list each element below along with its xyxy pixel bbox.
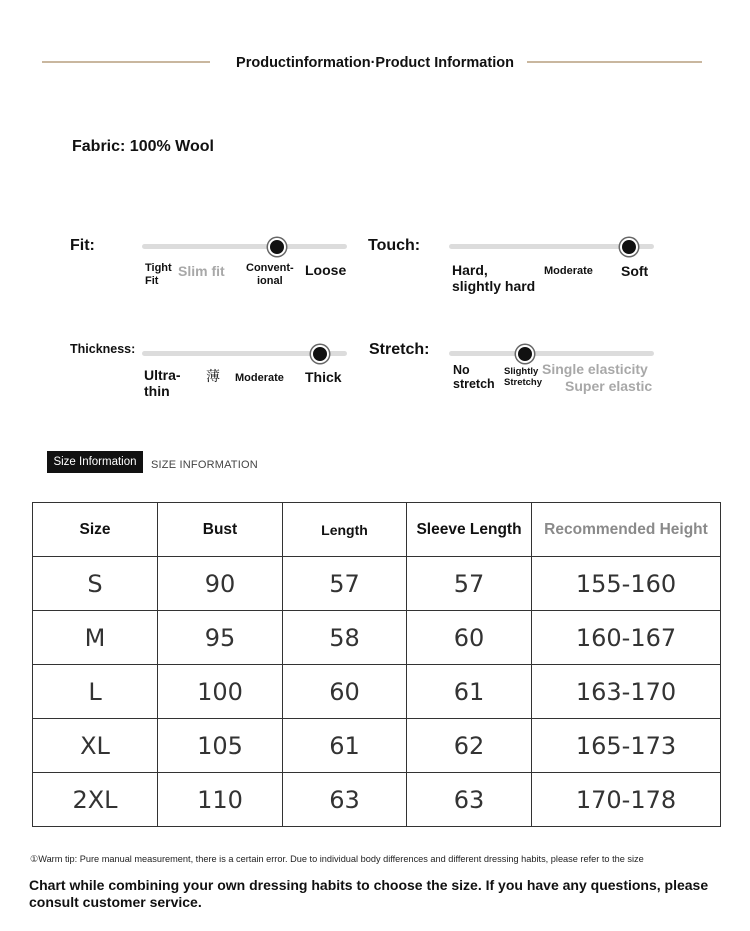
header-line-right xyxy=(527,61,702,63)
cell-length: 61 xyxy=(283,719,407,773)
stretch-knob xyxy=(516,345,534,363)
cell-size: M xyxy=(33,611,158,665)
table-header-row xyxy=(33,503,721,557)
header-bust: Bust xyxy=(158,503,283,557)
warm-tip-line-1: ①Warm tip: Pure manual measurement, there is a certain error. Due to individual body differences and different dressing habits, please refer to the size xyxy=(30,854,644,864)
cell-length: 60 xyxy=(283,665,407,719)
cell-length: 57 xyxy=(283,557,407,611)
fit-option-conventional: Convent- ional xyxy=(246,262,294,287)
cell-size: XL xyxy=(33,719,158,773)
header-sleeve-length: Sleeve Length xyxy=(407,503,532,557)
cell-recommended-height: 170-178 xyxy=(532,773,721,827)
size-info-subtitle: SIZE INFORMATION xyxy=(151,459,258,471)
cell-sleeve-length: 62 xyxy=(407,719,532,773)
thickness-option-thick: Thick xyxy=(305,369,342,385)
fabric-label: Fabric: 100% Wool xyxy=(72,138,214,155)
stretch-option-super: Super elastic xyxy=(565,378,653,394)
table-row xyxy=(33,719,721,773)
stretch-option-slight: Slightly Stretchy xyxy=(504,366,543,388)
touch-option-hard: Hard, slightly hard xyxy=(452,262,536,295)
table-row xyxy=(33,557,721,611)
cell-sleeve-length: 61 xyxy=(407,665,532,719)
cell-length: 58 xyxy=(283,611,407,665)
cell-recommended-height: 155-160 xyxy=(532,557,721,611)
touch-option-soft: Soft xyxy=(621,263,649,279)
cell-size: S xyxy=(33,557,158,611)
header-line-left xyxy=(42,61,210,63)
header-recommended-height: Recommended Height xyxy=(532,503,721,557)
warm-tip-line-2: Chart while combining your own dressing habits to choose the size. If you have any questions, please consult customer service. xyxy=(29,877,709,910)
stretch-track xyxy=(449,351,654,356)
thickness-option-moderate: Moderate xyxy=(235,372,284,384)
fit-option-slim: Slim fit xyxy=(178,263,225,279)
cell-sleeve-length: 60 xyxy=(407,611,532,665)
page-title: Productinformation·Product Information xyxy=(236,55,514,71)
cell-length: 63 xyxy=(283,773,407,827)
touch-option-moderate: Moderate xyxy=(544,265,593,277)
fit-option-tight: Tight Fit xyxy=(145,262,172,287)
cell-recommended-height: 163-170 xyxy=(532,665,721,719)
fit-label: Fit: xyxy=(70,237,95,254)
header-length: Length xyxy=(283,503,407,557)
touch-label: Touch: xyxy=(368,237,421,254)
fit-track xyxy=(142,244,347,249)
cell-size: 2XL xyxy=(33,773,158,827)
size-table xyxy=(32,502,721,827)
cell-size: L xyxy=(33,665,158,719)
cell-sleeve-length: 57 xyxy=(407,557,532,611)
thickness-label: Thickness: xyxy=(70,342,136,356)
header-size: Size xyxy=(33,503,158,557)
cell-sleeve-length: 63 xyxy=(407,773,532,827)
cell-bust: 90 xyxy=(158,557,283,611)
table-row xyxy=(33,665,721,719)
cell-bust: 100 xyxy=(158,665,283,719)
table-row xyxy=(33,773,721,827)
stretch-option-none: No stretch xyxy=(453,363,495,392)
fit-option-loose: Loose xyxy=(305,262,347,278)
stretch-label: Stretch: xyxy=(369,341,430,358)
table-row xyxy=(33,611,721,665)
thickness-option-thin: 薄 xyxy=(206,369,220,385)
size-info-badge: Size Information xyxy=(47,451,143,473)
cell-bust: 105 xyxy=(158,719,283,773)
cell-recommended-height: 160-167 xyxy=(532,611,721,665)
fit-knob xyxy=(268,238,286,256)
cell-recommended-height: 165-173 xyxy=(532,719,721,773)
touch-knob xyxy=(620,238,638,256)
stretch-option-single: Single elasticity xyxy=(542,361,648,377)
cell-bust: 95 xyxy=(158,611,283,665)
thickness-knob xyxy=(311,345,329,363)
thickness-option-ultra-thin: Ultra- thin xyxy=(144,367,181,400)
cell-bust: 110 xyxy=(158,773,283,827)
